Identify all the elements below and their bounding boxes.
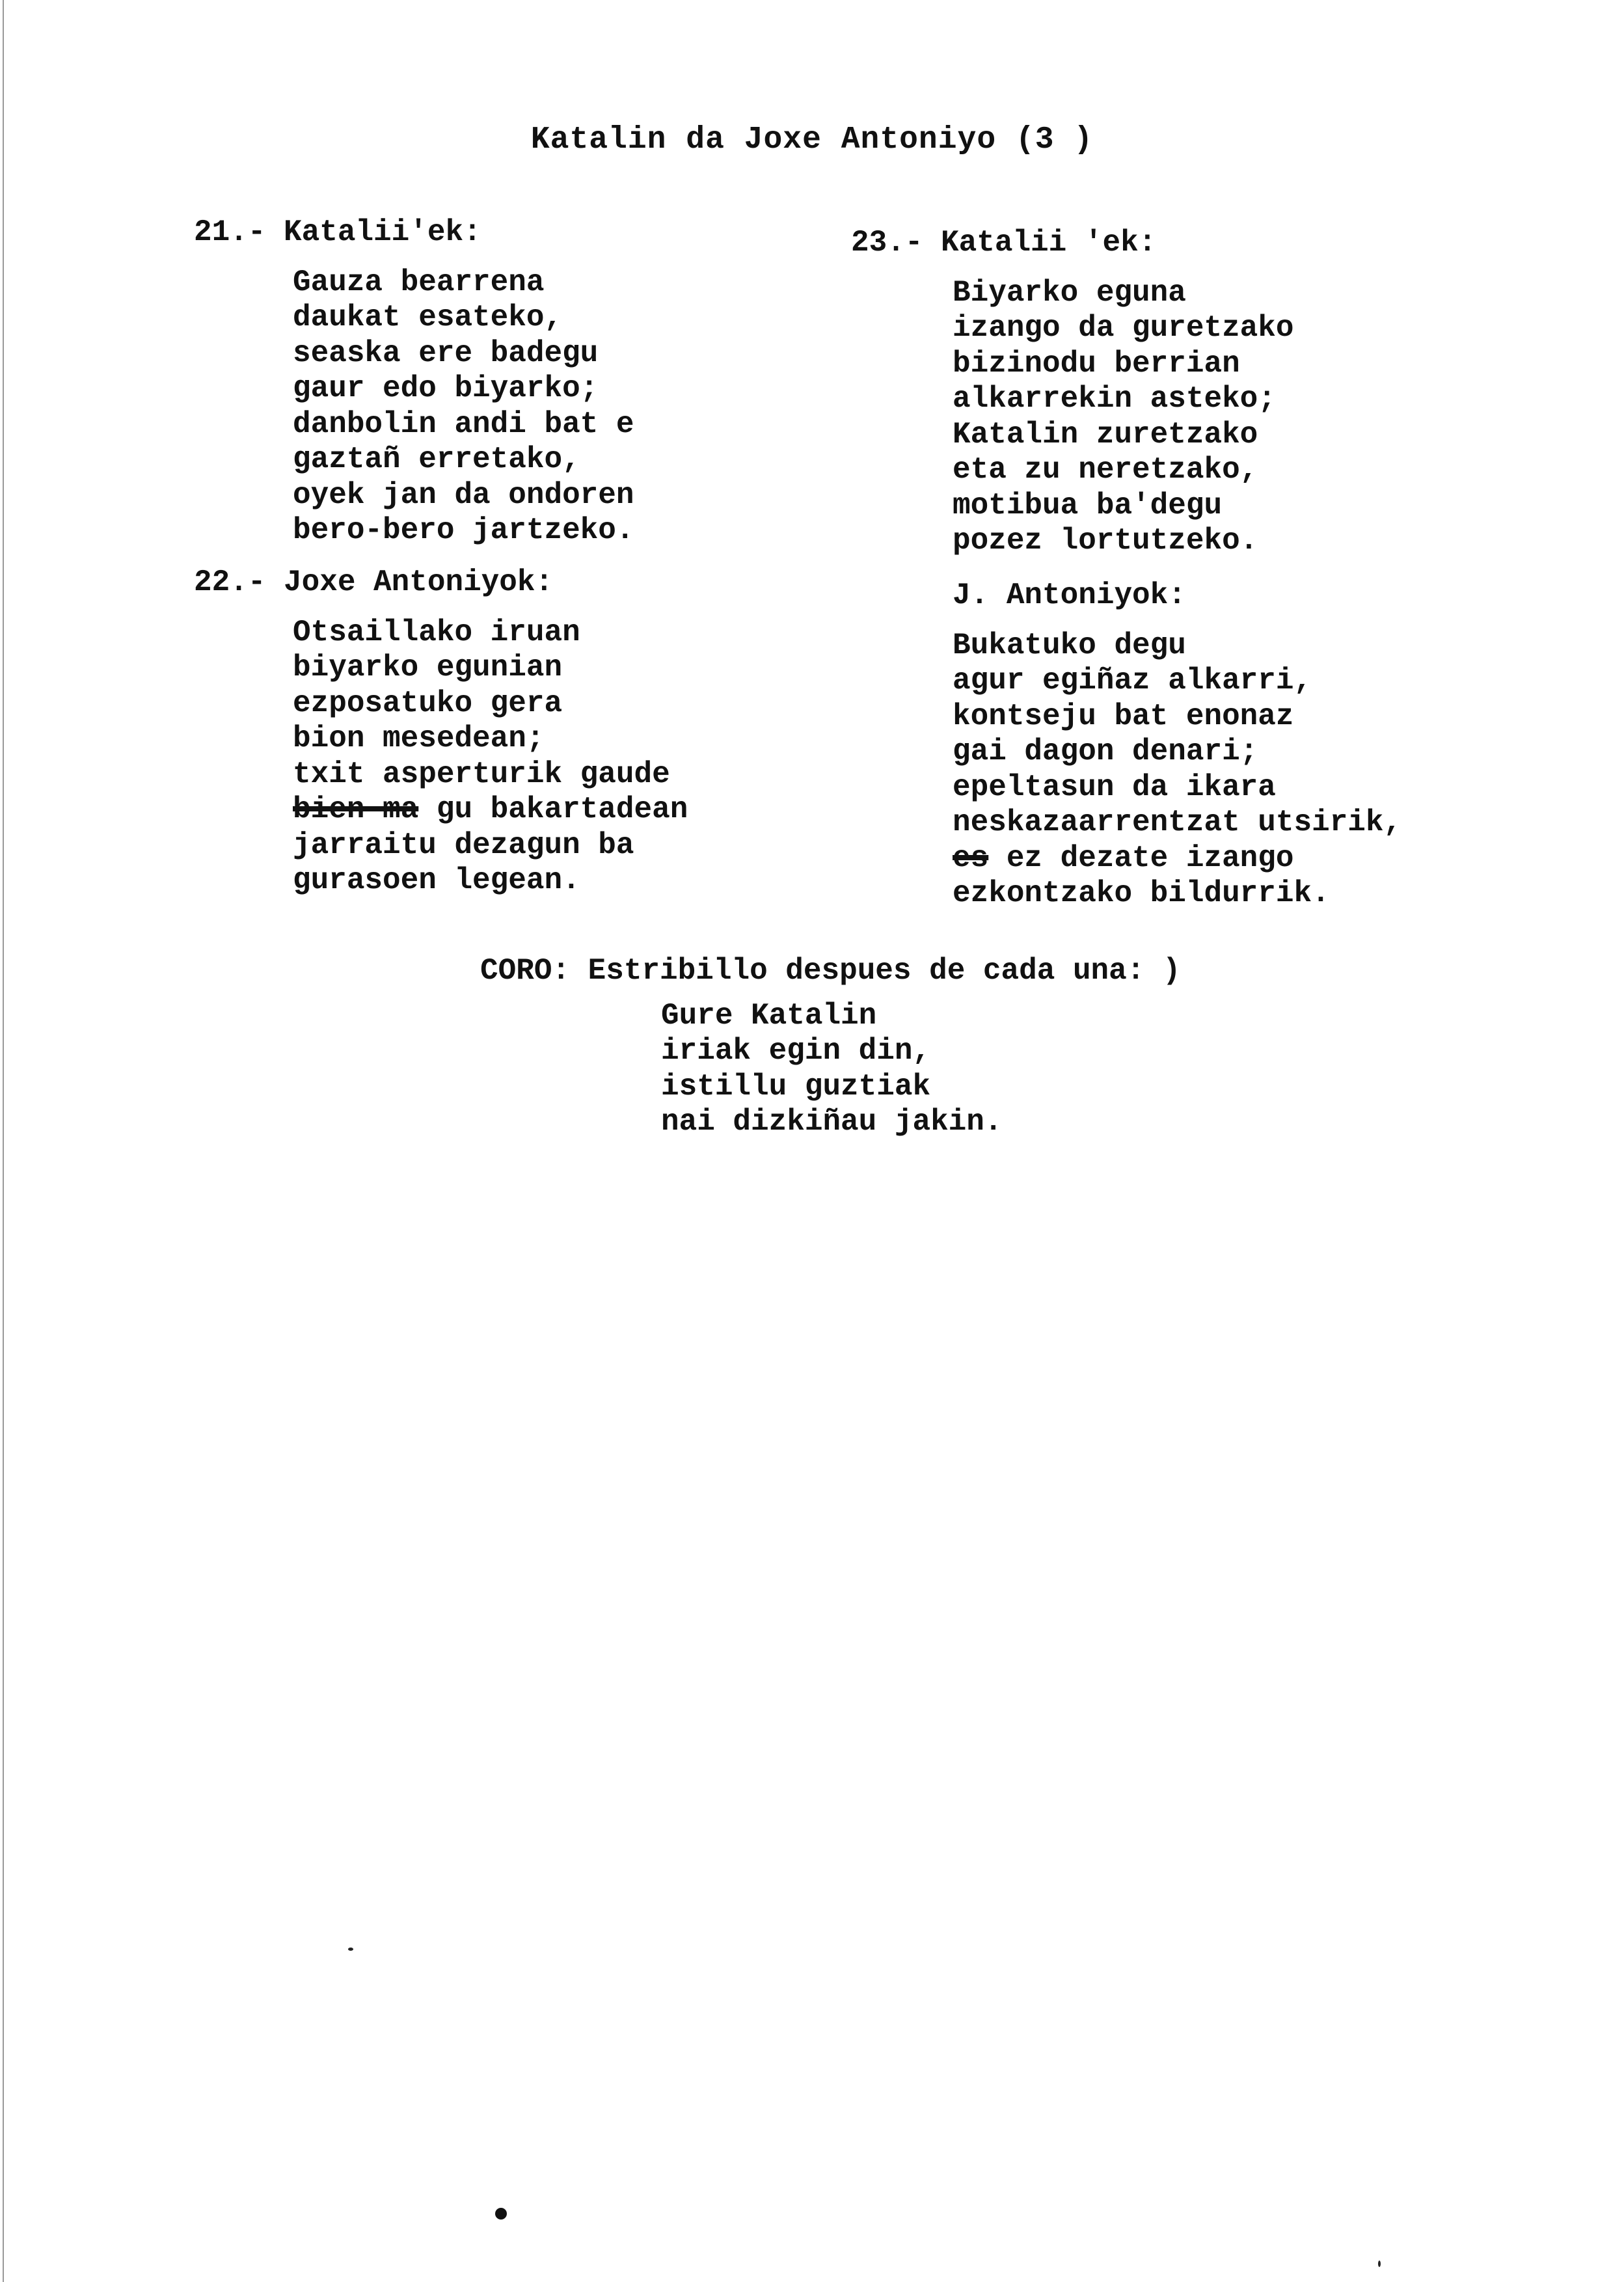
verse-21 [194,215,634,549]
ink-speck [1378,2261,1381,2267]
verse-line: izango da guretzako [953,311,1294,345]
verse-line: bizinodu berrian [953,346,1240,381]
verse-line-rest: gu bakartadean [418,793,688,826]
verse-line: seaska ere badegu [293,336,599,370]
verse-line: motibua ba'degu [953,488,1223,523]
verse-line: agur egiñaz alkarri, [953,664,1312,698]
verse-24-lines [851,628,1401,912]
chorus-line: istillu guztiak [661,1069,931,1104]
verse-line: gaur edo biyarko; [293,372,599,405]
chorus-line: Gure Katalin [661,998,877,1033]
chorus [480,953,1181,1140]
verse-23 [851,225,1294,559]
verse-line: alkarrekin asteko; [953,382,1276,416]
verse-line: pozez lortutzeko. [953,524,1258,558]
verse-line: eta zu neretzako, [953,453,1258,487]
chorus-header: CORO: Estribillo despues de cada una: ) [480,954,1181,988]
verse-line: jarraitu dezagun ba [293,828,634,862]
verse-line: danbolin andi bat e [293,407,634,441]
struck-out-text: es [953,841,989,875]
verse-line: Bukatuko degu [953,628,1186,662]
verse-line-rest: ez dezate izango [988,841,1294,875]
verse-line-struck [293,792,688,828]
verse-24-header: J. Antoniyok: [953,578,1186,612]
verse-line: bion mesedean; [293,722,545,755]
verse-line: ezposatuko gera [293,686,563,720]
verse-line: daukat esateko, [293,301,563,334]
verse-22-header: 22.- Joxe Antoniyok: [194,565,554,599]
verse-line: bero-bero jartzeko. [293,513,634,547]
struck-out-text: bien-ma [293,793,419,826]
chorus-line: nai dizkiñau jakin. [661,1105,1003,1139]
verse-line: neskazaarrentzat utsirik, [953,806,1402,839]
verse-line: Otsaillako iruan [293,615,580,649]
verse-22-lines [194,615,688,899]
verse-22 [194,565,688,899]
verse-line: gai dagon denari; [953,735,1258,768]
verse-line: Biyarko eguna [953,275,1186,310]
verse-line: biyarko egunian [293,651,563,685]
verse-line: gaztañ erretako, [293,442,580,476]
ink-speck [348,1948,353,1951]
verse-line-struck [953,841,1401,876]
verse-line: txit asperturik gaude [293,757,670,791]
scan-edge-line [3,0,4,2282]
verse-line: Katalin zuretzako [953,417,1258,452]
verse-21-lines [194,265,634,549]
verse-24 [851,578,1401,912]
verse-line: gurasoen legean. [293,863,580,897]
verse-line: epeltasun da ikara [953,770,1276,804]
verse-23-lines [851,275,1294,559]
page-title: Katalin da Joxe Antoniyo (3 ) [530,122,1094,157]
verse-line: ezkontzako bildurrik. [953,876,1330,910]
verse-23-header: 23.- Katalii 'ek: [851,226,1157,260]
chorus-lines [480,998,1181,1140]
verse-21-header: 21.- Katalii'ek: [194,215,481,249]
verse-line: oyek jan da ondoren [293,478,634,512]
chorus-line: iriak egin din, [661,1034,931,1068]
verse-line: kontseju bat enonaz [953,699,1294,733]
verse-line: Gauza bearrena [293,265,545,299]
ink-dot [495,2208,507,2220]
